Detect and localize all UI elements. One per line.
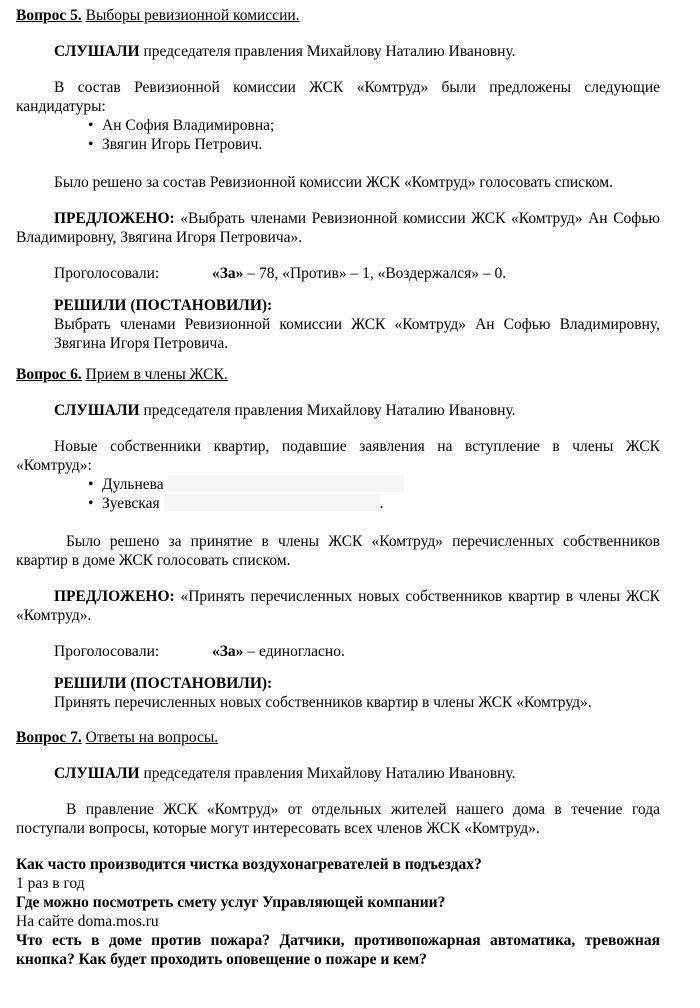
vote-result: – единогласно. — [247, 643, 345, 660]
heard-keyword: СЛУШАЛИ — [54, 402, 140, 419]
candidate-list — [16, 116, 660, 154]
question-6-decided-heading: РЕШИЛИ (ПОСТАНОВИЛИ): — [54, 675, 273, 692]
heard-text: председателя правления Михайлову Наталию Ивановну. — [143, 765, 516, 782]
heard-keyword: СЛУШАЛИ — [54, 765, 140, 782]
question-6-title-text: Прием в члены ЖСК. — [85, 366, 228, 383]
question-6-vote — [16, 642, 660, 661]
proposed-text: «Выбрать членами Ревизионной комиссии ЖСК «Комтруд» Ан Софью Владимировну, Звягина Игоря Петровича». — [16, 210, 660, 246]
question-5 — [16, 6, 660, 353]
proposed-text: «Принять перечисленных новых собственников квартир в члены ЖСК «Комтруд». — [16, 588, 660, 624]
list-item — [16, 494, 660, 513]
proposed-keyword: ПРЕДЛОЖЕНО: — [54, 210, 175, 227]
faq-answer: На сайте doma.mos.ru — [16, 913, 159, 930]
question-6-label: Вопрос 6. — [16, 366, 82, 383]
question-6 — [16, 365, 660, 712]
question-5-intro: В состав Ревизионной комиссии ЖСК «Комтруд» были предложены следующие кандидатуры: — [16, 79, 660, 115]
list-item: • Звягин Игорь Петрович. — [16, 135, 660, 154]
list-item: • Ан София Владимировна; — [16, 116, 660, 135]
faq-question: Где можно посмотреть смету услуг Управляющей компании? — [16, 894, 446, 911]
question-5-decided-text: Выбрать членами Ревизионной комиссии ЖСК «Комтруд» Ан Софью Владимировну, Звягина Игоря Петровича. — [54, 316, 660, 352]
question-7-label: Вопрос 7. — [16, 729, 82, 746]
owner-list — [16, 475, 660, 513]
list-item — [16, 475, 660, 494]
heard-text: председателя правления Михайлову Наталию Ивановну. — [143, 402, 516, 419]
faq-answer: 1 раз в год — [16, 875, 85, 892]
heard-text: председателя правления Михайлову Наталию Ивановну. — [143, 43, 516, 60]
question-6-decision-method: Было решено за принятие в члены ЖСК «Комтруд» перечисленных собственников квартир в доме ЖСК голосовать списком. — [16, 533, 660, 569]
question-5-title — [16, 6, 660, 25]
faq-question: Что есть в доме против пожара? Датчики, противопожарная автоматика, тревожная кнопка? Как будет проходить оповещение о пожаре и кем? — [16, 932, 660, 968]
vote-label: Проголосовали: — [54, 265, 160, 282]
proposed-keyword: ПРЕДЛОЖЕНО: — [54, 588, 175, 605]
question-6-intro: Новые собственники квартир, подавшие заявления на вступление в члены ЖСК «Комтруд»: — [16, 438, 660, 474]
document-page — [16, 6, 660, 969]
question-5-vote — [16, 264, 660, 283]
question-7 — [16, 728, 660, 969]
redacted-block — [164, 494, 380, 511]
question-5-heard — [16, 42, 660, 61]
vote-za: «За» — [212, 265, 244, 282]
question-7-heard — [16, 764, 660, 783]
owner-name: Дульнева — [102, 476, 164, 493]
owner-tail: . — [379, 495, 384, 512]
vote-result: – 78, «Против» – 1, «Воздержался» – 0. — [247, 265, 507, 282]
faq-list — [16, 855, 660, 969]
question-6-heard — [16, 401, 660, 420]
question-5-label: Вопрос 5. — [16, 7, 82, 24]
question-7-title — [16, 728, 660, 747]
redacted-block — [168, 475, 404, 492]
question-6-proposed — [16, 587, 660, 625]
faq-question: Как часто производится чистка воздухонагревателей в подъездах? — [16, 856, 482, 873]
heard-keyword: СЛУШАЛИ — [54, 43, 140, 60]
question-6-decided-text: Принять перечисленных новых собственников квартир в члены ЖСК «Комтруд». — [54, 694, 592, 711]
question-5-decision-method: Было решено за состав Ревизионной комиссии ЖСК «Комтруд» голосовать списком. — [54, 174, 613, 191]
question-5-proposed — [16, 209, 660, 247]
vote-label: Проголосовали: — [54, 643, 160, 660]
vote-za: «За» — [212, 643, 244, 660]
question-7-intro: В правление ЖСК «Комтруд» от отдельных жителей нашего дома в течение года поступали вопросы, которые могут интересовать всех членов ЖСК «Комтруд». — [16, 801, 660, 837]
question-5-title-text: Выборы ревизионной комиссии. — [85, 7, 300, 24]
owner-name: Зуевская — [102, 495, 160, 512]
question-6-title — [16, 365, 660, 384]
question-7-title-text: Ответы на вопросы. — [85, 729, 219, 746]
question-5-decided-heading: РЕШИЛИ (ПОСТАНОВИЛИ): — [54, 297, 273, 314]
